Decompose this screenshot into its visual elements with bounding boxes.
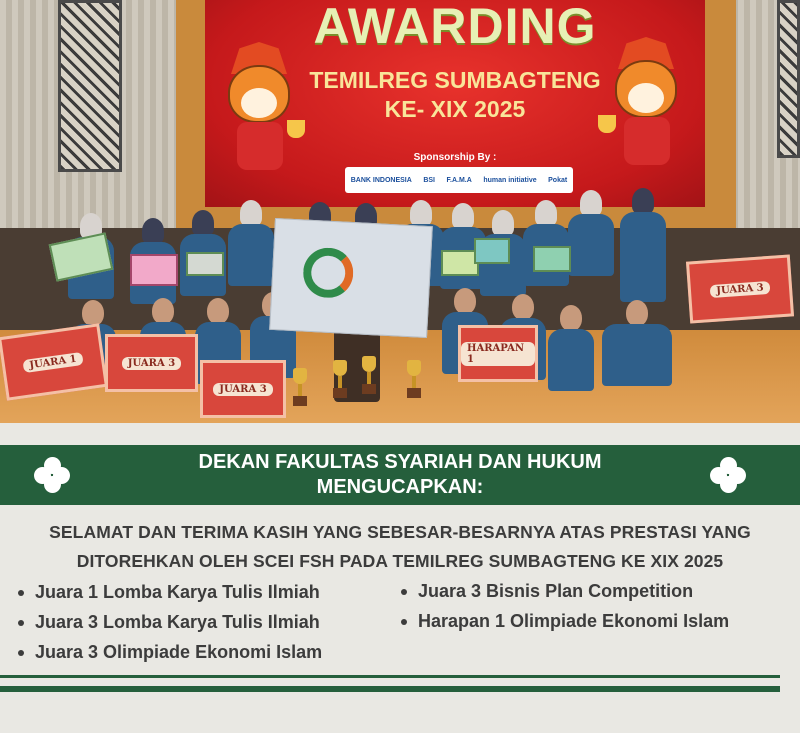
award-item: Harapan 1 Olimpiade Ekonomi Islam <box>398 606 729 636</box>
sponsor-logos <box>345 167 573 193</box>
dean-heading-line-1: DEKAN FAKULTAS SYARIAH DAN HUKUM <box>198 451 602 473</box>
congrats-message-line-1: SELAMAT DAN TERIMA KASIH YANG SEBESAR-BESARNYA ATAS PRESTASI YANG <box>49 522 751 542</box>
flag-logo-icon <box>302 247 355 300</box>
certificate-juara-3-right: JUARA 3 <box>686 254 794 323</box>
sponsor-logo-pokat: Pokat <box>548 176 568 184</box>
award-item: Juara 3 Lomba Karya Tulis Ilmiah <box>15 607 322 637</box>
trophy-icon <box>362 356 376 400</box>
divider-line <box>0 686 780 692</box>
awarding-banner <box>205 0 705 207</box>
dean-heading <box>120 450 680 500</box>
person <box>620 188 666 302</box>
person <box>523 200 569 286</box>
trophy-icon <box>333 360 347 404</box>
tiger-mascot-right <box>600 35 690 185</box>
banner-title: AWARDING <box>313 0 597 54</box>
congrats-message-line-2: DITOREHKAN OLEH SCEI FSH PADA TEMILREG SUMBAGTENG KE XIX 2025 <box>76 551 724 571</box>
certificate-small <box>533 246 571 272</box>
trophy-icon <box>293 368 307 412</box>
sponsor-logo-human-initiative: human initiative <box>483 176 537 184</box>
divider-line <box>0 675 780 678</box>
sponsor-logo-bi: BANK INDONESIA <box>350 176 412 184</box>
person <box>228 200 274 286</box>
award-item: Juara 1 Lomba Karya Tulis Ilmiah <box>15 577 322 607</box>
award-item: Juara 3 Bisnis Plan Competition <box>398 576 729 606</box>
banner-subtitle-2: KE- XIX 2025 <box>384 96 526 122</box>
sponsor-logo-fama: F.A.M.A <box>446 176 472 184</box>
awards-list-right <box>398 576 729 636</box>
trophy-icon <box>407 360 421 404</box>
award-item: Juara 3 Olimpiade Ekonomi Islam <box>15 637 322 667</box>
certificate-juara-1: JUARA 1 <box>0 323 108 401</box>
person <box>602 300 672 386</box>
certificate-juara-3-left: JUARA 3 <box>105 334 198 392</box>
certificate-small <box>186 252 224 276</box>
person <box>568 190 614 276</box>
batik-panel-left <box>58 0 122 172</box>
certificate-small <box>474 238 510 264</box>
banner-subtitle-1: TEMILREG SUMBAGTENG <box>309 67 601 93</box>
clover-icon-right <box>710 457 746 493</box>
person <box>548 305 594 391</box>
clover-icon-left <box>34 457 70 493</box>
dean-heading-line-2: MENGUCAPKAN: <box>316 476 484 498</box>
certificate-pink <box>130 254 178 286</box>
tiger-mascot-left <box>213 40 303 190</box>
awards-list-left <box>15 577 322 667</box>
certificate-harapan-1: HARAPAN 1 <box>458 325 538 382</box>
batik-panel-right <box>777 0 800 158</box>
organization-flag <box>269 218 433 338</box>
sponsor-logo-bsi: BSI <box>423 176 435 184</box>
certificate-juara-3-center: JUARA 3 <box>200 360 286 418</box>
sponsor-label: Sponsorship By : <box>413 152 497 163</box>
